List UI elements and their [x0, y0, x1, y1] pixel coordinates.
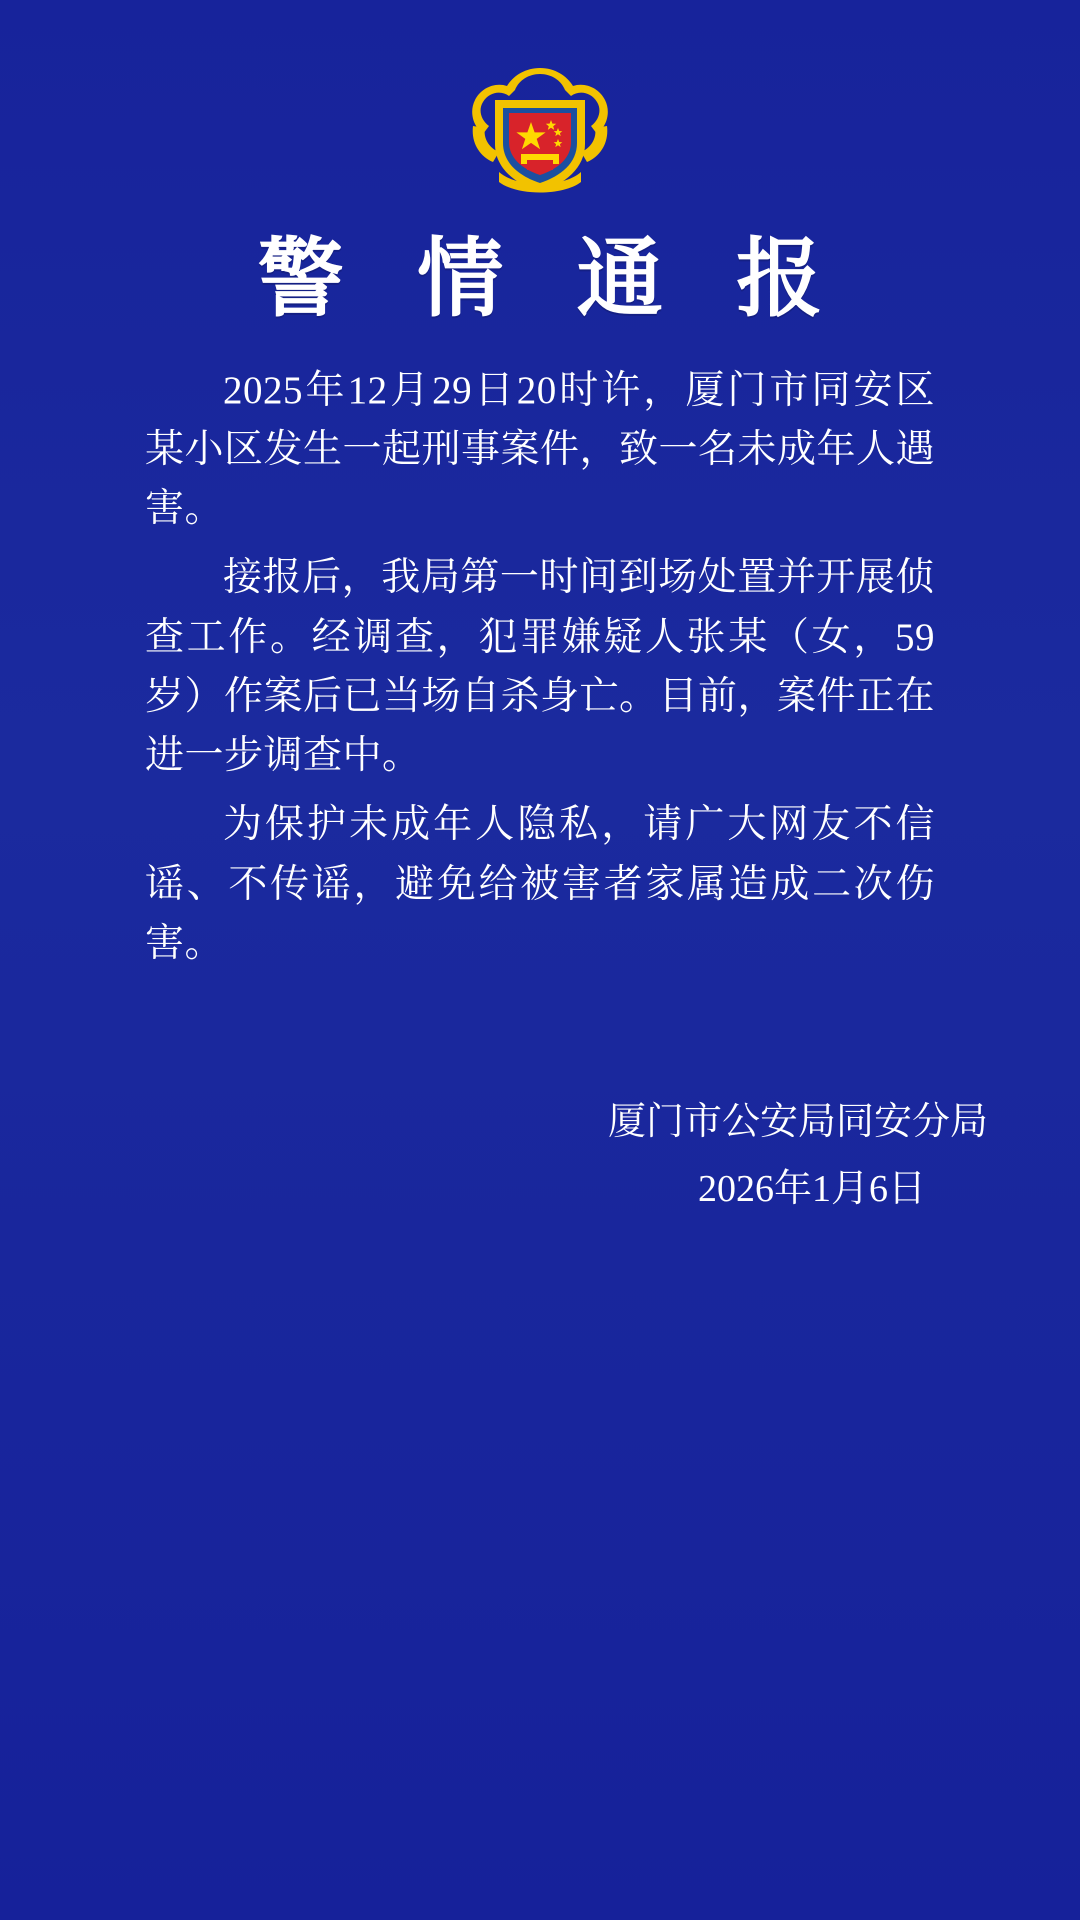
notice-paragraph: 为保护未成年人隐私，请广大网友不信谣、不传谣，避免给被害者家属造成二次伤害。: [145, 803, 935, 965]
notice-body: [145, 361, 935, 974]
signature-block: [0, 1091, 988, 1220]
notice-paragraph: 接报后，我局第一时间到场处置并开展侦查工作。经调查，犯罪嫌疑人张某（女，59岁）作案后已当场自杀身亡。目前，案件正在进一步调查中。: [145, 556, 936, 778]
issuing-department: 厦门市公安局同安分局: [607, 1101, 988, 1144]
issue-date: 2026年1月6日: [697, 1167, 926, 1210]
china-police-emblem-icon: [465, 64, 615, 204]
emblem-container: [0, 0, 1080, 204]
page-title: 警 情 通 报: [257, 231, 849, 327]
notice-paragraph: 2025年12月29日20时许，厦门市同安区某小区发生一起刑事案件，致一名未成年人遇害。: [145, 368, 936, 531]
